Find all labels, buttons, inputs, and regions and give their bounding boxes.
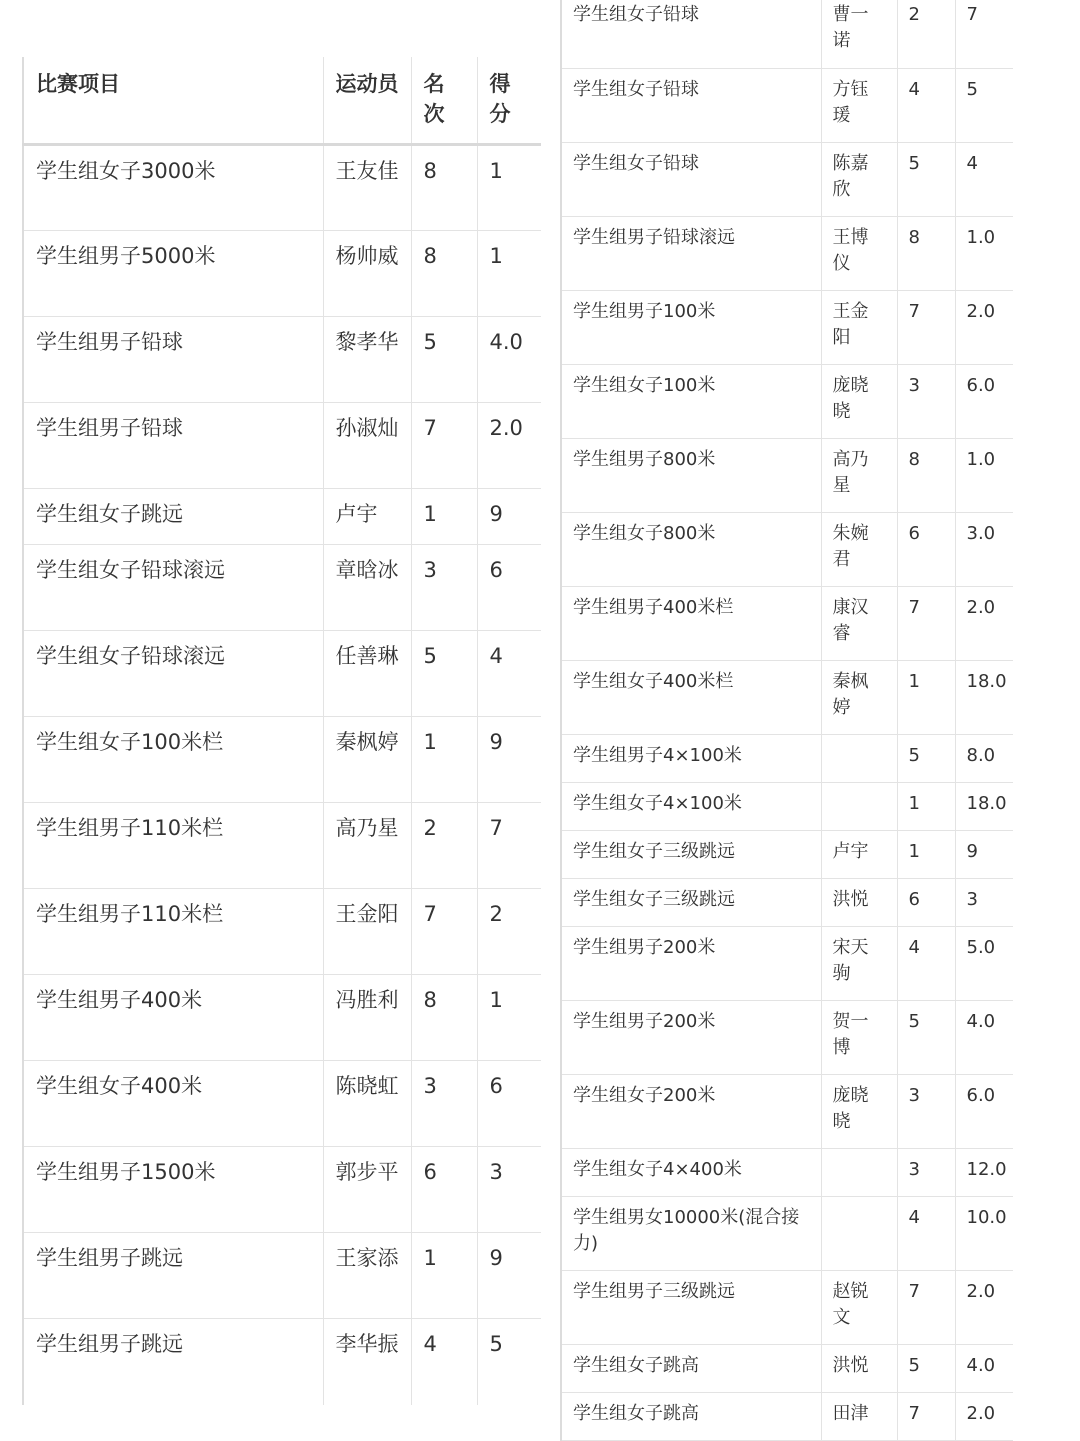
rank-cell: 7 (411, 889, 477, 975)
event-cell: 学生组男子200米 (561, 1000, 821, 1074)
athlete-cell: 王家添 (323, 1233, 411, 1319)
score-cell: 4 (955, 142, 1013, 216)
score-cell: 1 (477, 145, 541, 231)
table-row (23, 231, 541, 317)
table-row (561, 1074, 1013, 1148)
score-cell: 18.0 (955, 660, 1013, 734)
event-cell: 学生组女子400米栏 (561, 660, 821, 734)
event-cell: 学生组男子800米 (561, 438, 821, 512)
results-table-right (560, 0, 1013, 1441)
rank-cell: 5 (897, 1344, 955, 1392)
athlete-cell: 曹一诺 (821, 0, 897, 68)
table-row (561, 660, 1013, 734)
athlete-cell: 高乃星 (323, 803, 411, 889)
athlete-cell: 秦枫婷 (323, 717, 411, 803)
athlete-cell (821, 1148, 897, 1196)
table-row (23, 1233, 541, 1319)
table-row (23, 403, 541, 489)
table-row (561, 512, 1013, 586)
score-cell: 2.0 (477, 403, 541, 489)
results-table-left (22, 57, 541, 1405)
event-cell: 学生组男子100米 (561, 290, 821, 364)
rank-cell: 6 (897, 878, 955, 926)
event-cell: 学生组女子跳远 (23, 489, 323, 545)
rank-cell: 7 (897, 1392, 955, 1440)
table-row (561, 1392, 1013, 1440)
rank-cell: 8 (897, 438, 955, 512)
rank-cell: 8 (411, 231, 477, 317)
score-cell: 6 (477, 1061, 541, 1147)
rank-cell: 1 (411, 717, 477, 803)
score-cell: 3 (955, 878, 1013, 926)
table-row (561, 1148, 1013, 1196)
score-cell: 18.0 (955, 782, 1013, 830)
event-cell: 学生组女子铅球滚远 (23, 545, 323, 631)
table-row (23, 489, 541, 545)
event-cell: 学生组男子跳远 (23, 1319, 323, 1405)
athlete-cell: 康汉睿 (821, 586, 897, 660)
event-cell: 学生组女子4×400米 (561, 1148, 821, 1196)
athlete-cell: 杨帅威 (323, 231, 411, 317)
rank-cell: 5 (411, 631, 477, 717)
score-cell: 7 (477, 803, 541, 889)
table-row (561, 878, 1013, 926)
score-cell: 2.0 (955, 586, 1013, 660)
athlete-cell: 庞晓晓 (821, 364, 897, 438)
rank-cell: 8 (411, 145, 477, 231)
event-cell: 学生组女子100米 (561, 364, 821, 438)
rank-cell: 3 (897, 1148, 955, 1196)
table-row (561, 1270, 1013, 1344)
score-cell: 4.0 (955, 1000, 1013, 1074)
table-row (561, 926, 1013, 1000)
score-cell: 1.0 (955, 216, 1013, 290)
table-row (561, 216, 1013, 290)
header-rank: 名次 (411, 57, 477, 145)
event-cell: 学生组男子110米栏 (23, 889, 323, 975)
rank-cell: 3 (897, 364, 955, 438)
score-cell: 1.0 (955, 438, 1013, 512)
athlete-cell: 庞晓晓 (821, 1074, 897, 1148)
event-cell: 学生组女子3000米 (23, 145, 323, 231)
score-cell: 6.0 (955, 1074, 1013, 1148)
event-cell: 学生组男子400米栏 (561, 586, 821, 660)
table-row (23, 631, 541, 717)
table-row (561, 734, 1013, 782)
rank-cell: 6 (897, 512, 955, 586)
athlete-cell: 卢宇 (821, 830, 897, 878)
athlete-cell: 孙淑灿 (323, 403, 411, 489)
event-cell: 学生组女子100米栏 (23, 717, 323, 803)
rank-cell: 5 (897, 734, 955, 782)
event-cell: 学生组女子铅球滚远 (23, 631, 323, 717)
table-row (23, 717, 541, 803)
rank-cell: 7 (897, 586, 955, 660)
athlete-cell: 任善琳 (323, 631, 411, 717)
athlete-cell (821, 734, 897, 782)
event-cell: 学生组女子三级跳远 (561, 878, 821, 926)
event-cell: 学生组女子铅球 (561, 142, 821, 216)
athlete-cell: 宋天驹 (821, 926, 897, 1000)
rank-cell: 4 (897, 926, 955, 1000)
event-cell: 学生组女子跳高 (561, 1392, 821, 1440)
event-cell: 学生组男女10000米(混合接力) (561, 1196, 821, 1270)
score-cell: 10.0 (955, 1196, 1013, 1270)
score-cell: 1 (477, 975, 541, 1061)
rank-cell: 4 (897, 1196, 955, 1270)
event-cell: 学生组女子三级跳远 (561, 830, 821, 878)
rank-cell: 8 (897, 216, 955, 290)
table-row (561, 0, 1013, 68)
event-cell: 学生组男子铅球 (23, 317, 323, 403)
athlete-cell: 陈晓虹 (323, 1061, 411, 1147)
rank-cell: 1 (411, 489, 477, 545)
table-row (561, 1000, 1013, 1074)
table-row (23, 145, 541, 231)
athlete-cell: 卢宇 (323, 489, 411, 545)
score-cell: 3 (477, 1147, 541, 1233)
score-cell: 6.0 (955, 364, 1013, 438)
score-cell: 2 (477, 889, 541, 975)
score-cell: 9 (477, 489, 541, 545)
rank-cell: 4 (411, 1319, 477, 1405)
table-row (23, 1147, 541, 1233)
table-row (23, 889, 541, 975)
athlete-cell: 赵锐文 (821, 1270, 897, 1344)
event-cell: 学生组男子200米 (561, 926, 821, 1000)
table-row (561, 364, 1013, 438)
event-cell: 学生组男子铅球 (23, 403, 323, 489)
rank-cell: 7 (411, 403, 477, 489)
rank-cell: 7 (897, 290, 955, 364)
table-row (561, 1196, 1013, 1270)
rank-cell: 1 (897, 782, 955, 830)
score-cell: 2.0 (955, 290, 1013, 364)
score-cell: 3.0 (955, 512, 1013, 586)
athlete-cell: 郭步平 (323, 1147, 411, 1233)
score-cell: 9 (477, 1233, 541, 1319)
score-cell: 8.0 (955, 734, 1013, 782)
rank-cell: 5 (897, 142, 955, 216)
athlete-cell: 王博仪 (821, 216, 897, 290)
rank-cell: 3 (411, 1061, 477, 1147)
rank-cell: 3 (411, 545, 477, 631)
rank-cell: 2 (897, 0, 955, 68)
table-row (23, 803, 541, 889)
rank-cell: 3 (897, 1074, 955, 1148)
score-cell: 7 (955, 0, 1013, 68)
score-cell: 4.0 (955, 1344, 1013, 1392)
score-cell: 4.0 (477, 317, 541, 403)
table-row (561, 1344, 1013, 1392)
athlete-cell: 贺一博 (821, 1000, 897, 1074)
score-cell: 9 (477, 717, 541, 803)
score-cell: 2.0 (955, 1270, 1013, 1344)
table-row (561, 438, 1013, 512)
athlete-cell (821, 782, 897, 830)
header-athlete: 运动员 (323, 57, 411, 145)
rank-cell: 5 (897, 1000, 955, 1074)
score-cell: 1 (477, 231, 541, 317)
athlete-cell: 田津 (821, 1392, 897, 1440)
event-cell: 学生组男子4×100米 (561, 734, 821, 782)
event-cell: 学生组女子400米 (23, 1061, 323, 1147)
athlete-cell: 王友佳 (323, 145, 411, 231)
athlete-cell: 冯胜利 (323, 975, 411, 1061)
header-score: 得分 (477, 57, 541, 145)
athlete-cell: 王金阳 (821, 290, 897, 364)
table-row (23, 1061, 541, 1147)
table-row (23, 317, 541, 403)
athlete-cell: 黎孝华 (323, 317, 411, 403)
table-row (561, 142, 1013, 216)
athlete-cell: 秦枫婷 (821, 660, 897, 734)
rank-cell: 5 (411, 317, 477, 403)
score-cell: 9 (955, 830, 1013, 878)
score-cell: 4 (477, 631, 541, 717)
athlete-cell: 方钰瑗 (821, 68, 897, 142)
rank-cell: 1 (411, 1233, 477, 1319)
event-cell: 学生组男子三级跳远 (561, 1270, 821, 1344)
event-cell: 学生组男子110米栏 (23, 803, 323, 889)
athlete-cell: 王金阳 (323, 889, 411, 975)
event-cell: 学生组男子跳远 (23, 1233, 323, 1319)
athlete-cell: 陈嘉欣 (821, 142, 897, 216)
score-cell: 12.0 (955, 1148, 1013, 1196)
table-row (561, 782, 1013, 830)
athlete-cell: 洪悦 (821, 1344, 897, 1392)
rank-cell: 4 (897, 68, 955, 142)
athlete-cell: 高乃星 (821, 438, 897, 512)
score-cell: 6 (477, 545, 541, 631)
event-cell: 学生组女子800米 (561, 512, 821, 586)
table-row (561, 290, 1013, 364)
table-row (561, 830, 1013, 878)
rank-cell: 6 (411, 1147, 477, 1233)
table-row (23, 1319, 541, 1405)
table-row (561, 68, 1013, 142)
athlete-cell: 朱婉君 (821, 512, 897, 586)
table-header-row (23, 57, 541, 145)
rank-cell: 1 (897, 830, 955, 878)
rank-cell: 2 (411, 803, 477, 889)
score-cell: 5 (955, 68, 1013, 142)
rank-cell: 7 (897, 1270, 955, 1344)
event-cell: 学生组女子跳高 (561, 1344, 821, 1392)
athlete-cell: 李华振 (323, 1319, 411, 1405)
event-cell: 学生组女子200米 (561, 1074, 821, 1148)
score-cell: 2.0 (955, 1392, 1013, 1440)
table-row (561, 586, 1013, 660)
athlete-cell: 章晗冰 (323, 545, 411, 631)
event-cell: 学生组男子5000米 (23, 231, 323, 317)
header-event: 比赛项目 (23, 57, 323, 145)
athlete-cell: 洪悦 (821, 878, 897, 926)
table-row (23, 975, 541, 1061)
event-cell: 学生组女子铅球 (561, 0, 821, 68)
event-cell: 学生组男子400米 (23, 975, 323, 1061)
athlete-cell (821, 1196, 897, 1270)
score-cell: 5 (477, 1319, 541, 1405)
rank-cell: 1 (897, 660, 955, 734)
rank-cell: 8 (411, 975, 477, 1061)
event-cell: 学生组男子铅球滚远 (561, 216, 821, 290)
table-row (23, 545, 541, 631)
event-cell: 学生组男子1500米 (23, 1147, 323, 1233)
event-cell: 学生组女子铅球 (561, 68, 821, 142)
event-cell: 学生组女子4×100米 (561, 782, 821, 830)
score-cell: 5.0 (955, 926, 1013, 1000)
